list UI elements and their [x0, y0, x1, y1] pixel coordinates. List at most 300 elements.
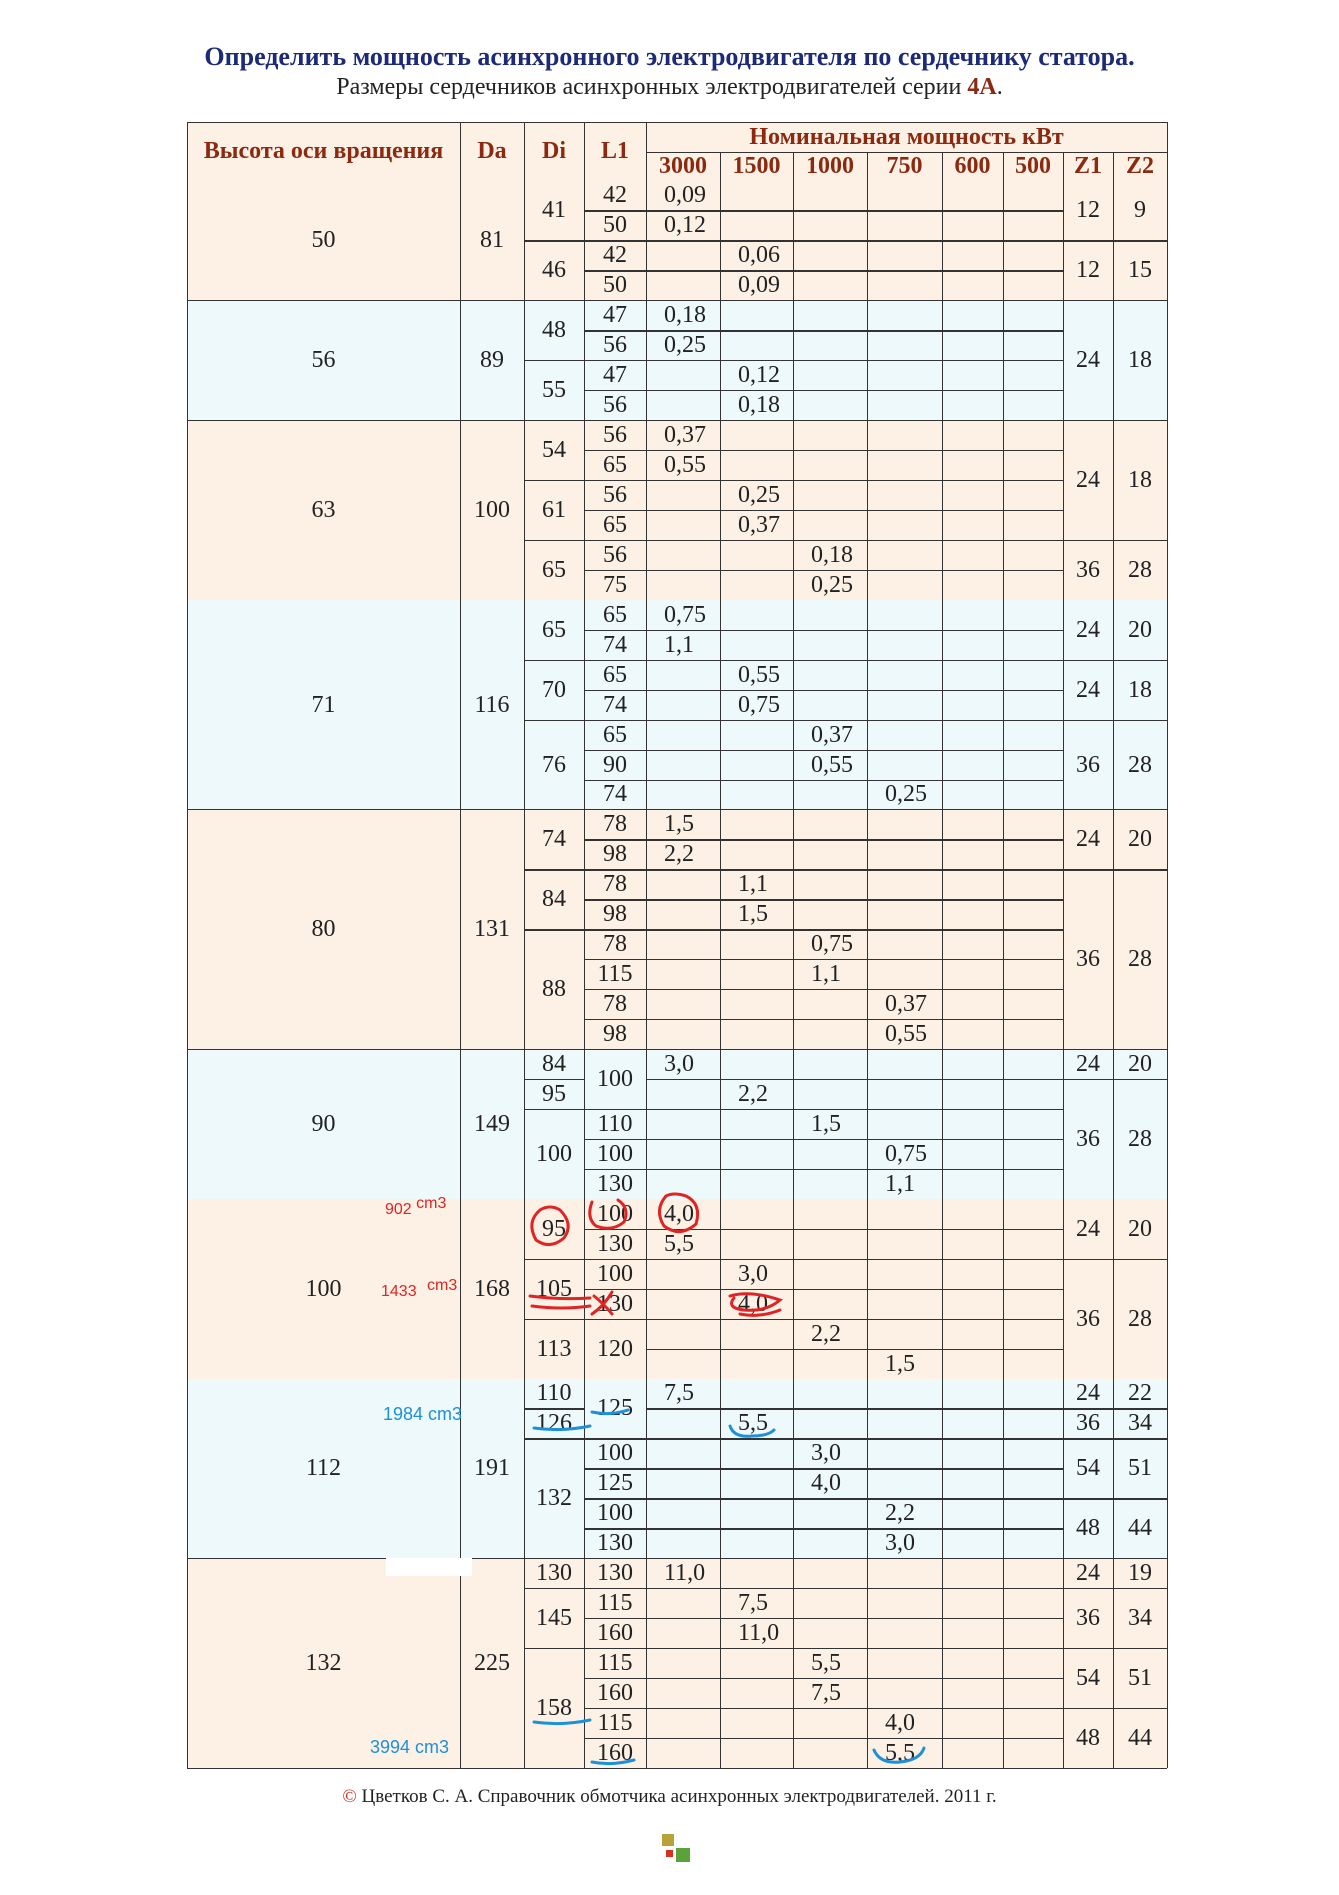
cell-power: 11,0	[720, 1619, 793, 1649]
cell-power	[1003, 1229, 1063, 1259]
cell-z1: 36	[1063, 1409, 1113, 1439]
cell-power	[720, 990, 793, 1020]
cell-power: 4,0	[720, 1289, 793, 1319]
cell-power	[793, 241, 867, 271]
cell-power: 5,5	[646, 1229, 720, 1259]
row-divider	[524, 1319, 584, 1320]
column-divider	[1003, 181, 1004, 301]
note-902-value: 902	[385, 1201, 412, 1218]
publisher-logo	[662, 1834, 696, 1868]
cell-l1: 100	[584, 1050, 646, 1110]
cell-power	[867, 1559, 942, 1589]
cell-power	[1003, 900, 1063, 930]
cell-power	[942, 1139, 1003, 1169]
cell-power	[720, 1649, 793, 1679]
cell-power	[1003, 960, 1063, 990]
column-divider	[793, 301, 794, 421]
cell-height: 100	[187, 1199, 460, 1379]
cell-height: 80	[187, 810, 460, 1050]
cell-power: 1,5	[646, 810, 720, 840]
cell-power	[793, 1708, 867, 1738]
cell-power	[1003, 510, 1063, 540]
row-divider	[584, 570, 646, 571]
cell-power	[1003, 1589, 1063, 1619]
cell-power	[720, 1349, 793, 1379]
cell-power	[867, 1050, 942, 1080]
cell-z1: 24	[1063, 1050, 1113, 1080]
cell-power	[793, 1080, 867, 1110]
cell-power	[942, 990, 1003, 1020]
cell-power	[720, 451, 793, 481]
column-divider	[584, 1050, 585, 1200]
cell-z2: 28	[1113, 1080, 1167, 1200]
cell-power	[793, 331, 867, 361]
column-divider	[584, 1199, 585, 1379]
column-divider	[867, 1379, 868, 1559]
row-divider	[584, 1468, 646, 1469]
cell-power	[793, 690, 867, 720]
row-divider	[646, 1498, 1063, 1499]
row-divider	[584, 390, 646, 391]
row-divider	[584, 1169, 646, 1170]
column-divider	[867, 301, 868, 421]
cell-l1: 160	[584, 1679, 646, 1709]
cell-z1: 36	[1063, 720, 1113, 810]
cell-power	[720, 960, 793, 990]
row-divider	[646, 1229, 1063, 1230]
cell-power: 0,18	[793, 540, 867, 570]
cell-power	[1003, 1708, 1063, 1738]
cell-power	[646, 1080, 720, 1110]
column-divider	[646, 1050, 647, 1200]
cell-z2: 28	[1113, 540, 1167, 600]
row-divider	[1063, 1079, 1167, 1080]
cell-power: 0,25	[720, 481, 793, 511]
column-divider	[646, 181, 647, 301]
cell-power	[646, 750, 720, 780]
row-divider	[646, 720, 1063, 721]
cell-power	[867, 1439, 942, 1469]
cell-z2: 28	[1113, 1259, 1167, 1379]
note-1433-value: 1433	[381, 1283, 417, 1300]
column-divider	[1063, 1379, 1064, 1559]
cell-power: 7,5	[793, 1679, 867, 1709]
cell-power	[646, 1139, 720, 1169]
cell-power	[646, 1289, 720, 1319]
cell-power	[720, 181, 793, 211]
column-divider	[793, 1199, 794, 1379]
column-divider	[1063, 810, 1064, 1050]
cell-l1: 115	[584, 1649, 646, 1679]
cell-power	[1003, 1109, 1063, 1139]
cell-power: 0,06	[720, 241, 793, 271]
cell-power	[942, 391, 1003, 421]
column-divider	[720, 152, 721, 181]
column-divider	[1167, 1559, 1168, 1769]
row-divider	[524, 929, 584, 930]
cell-power: 5,5	[793, 1649, 867, 1679]
row-divider	[584, 1678, 646, 1679]
cell-power	[942, 660, 1003, 690]
cell-da: 149	[460, 1050, 524, 1200]
cell-l1: 130	[584, 1289, 646, 1319]
cell-power	[942, 1050, 1003, 1080]
cell-power	[942, 241, 1003, 271]
cell-da: 168	[460, 1199, 524, 1379]
row-divider	[1063, 1708, 1167, 1709]
column-divider	[1063, 1199, 1064, 1379]
cell-power	[867, 1409, 942, 1439]
cell-l1: 47	[584, 361, 646, 391]
column-divider	[646, 1199, 647, 1379]
cell-power: 0,18	[720, 391, 793, 421]
cell-da: 81	[460, 181, 524, 301]
cell-power	[720, 1169, 793, 1199]
cell-z2: 9	[1113, 181, 1167, 241]
row-divider	[646, 989, 1063, 990]
cell-power	[1003, 930, 1063, 960]
row-divider	[646, 839, 1063, 840]
cell-power	[942, 1439, 1003, 1469]
cell-l1: 65	[584, 720, 646, 750]
cell-height: 132	[187, 1559, 460, 1769]
cell-power	[1003, 1020, 1063, 1050]
cell-da: 131	[460, 810, 524, 1050]
citation-text: Цветков С. А. Справочник обмотчика асинхронных электродвигателей. 2011 г.	[356, 1786, 997, 1807]
cell-z2: 20	[1113, 810, 1167, 870]
row-divider	[584, 540, 646, 541]
column-divider	[1003, 810, 1004, 1050]
row-divider	[584, 1738, 646, 1739]
row-divider	[1063, 1438, 1167, 1439]
column-divider	[187, 122, 188, 181]
cell-power: 1,1	[793, 960, 867, 990]
row-divider	[646, 1618, 1063, 1619]
cell-height: 50	[187, 181, 460, 301]
column-divider	[1113, 421, 1114, 601]
cell-power	[720, 1559, 793, 1589]
column-divider	[1167, 1199, 1168, 1379]
cell-power	[942, 810, 1003, 840]
cell-di: 126	[524, 1409, 584, 1439]
cell-power	[942, 570, 1003, 600]
cell-power	[646, 720, 720, 750]
column-divider	[646, 421, 647, 601]
cell-power	[1003, 1319, 1063, 1349]
column-divider	[720, 1379, 721, 1559]
row-divider	[584, 210, 646, 211]
row-divider	[584, 1648, 646, 1649]
row-divider	[584, 1109, 646, 1110]
cell-height: 112	[187, 1379, 460, 1559]
cell-power	[720, 810, 793, 840]
row-divider	[646, 899, 1063, 900]
cell-power	[942, 1199, 1003, 1229]
row-divider	[646, 360, 1063, 361]
row-divider	[584, 1139, 646, 1140]
cell-z1: 36	[1063, 870, 1113, 1050]
header-l1: L1	[584, 122, 646, 181]
column-divider	[584, 1379, 585, 1559]
cell-power	[793, 1409, 867, 1439]
cell-z1: 24	[1063, 600, 1113, 660]
column-divider	[1167, 600, 1168, 810]
row-divider	[524, 1438, 584, 1439]
cell-power	[942, 1559, 1003, 1589]
column-divider	[942, 421, 943, 601]
cell-power	[942, 1499, 1003, 1529]
cell-l1: 100	[584, 1139, 646, 1169]
row-divider	[646, 690, 1063, 691]
cell-power	[942, 1708, 1003, 1738]
footer-citation	[0, 1786, 1339, 1808]
cell-z2: 18	[1113, 660, 1167, 720]
cell-power	[867, 930, 942, 960]
cell-l1: 98	[584, 1020, 646, 1050]
cell-power: 3,0	[646, 1050, 720, 1080]
cell-power	[720, 930, 793, 960]
cell-l1: 100	[584, 1199, 646, 1229]
cell-power	[720, 1679, 793, 1709]
cell-power	[942, 1589, 1003, 1619]
cell-power	[867, 900, 942, 930]
cell-power	[867, 1649, 942, 1679]
column-divider	[524, 122, 525, 181]
cell-power	[942, 1319, 1003, 1349]
column-divider	[720, 810, 721, 1050]
row-divider	[1063, 1259, 1167, 1260]
cell-l1: 75	[584, 570, 646, 600]
cell-power	[867, 271, 942, 301]
column-divider	[460, 421, 461, 601]
cell-l1: 56	[584, 540, 646, 570]
cell-l1: 42	[584, 181, 646, 211]
row-divider	[524, 360, 584, 361]
column-divider	[1167, 810, 1168, 1050]
cell-power	[867, 660, 942, 690]
cell-power: 0,12	[646, 211, 720, 241]
cell-power	[646, 690, 720, 720]
cell-power: 2,2	[793, 1319, 867, 1349]
cell-z2: 51	[1113, 1649, 1167, 1709]
column-divider	[524, 421, 525, 601]
row-divider	[646, 750, 1063, 751]
row-divider	[524, 660, 584, 661]
cell-l1: 74	[584, 630, 646, 660]
cell-power	[1003, 271, 1063, 301]
subtitle-text: Размеры сердечников асинхронных электродвигателей серии	[336, 74, 968, 100]
row-divider	[584, 660, 646, 661]
cell-di: 76	[524, 720, 584, 810]
cell-z2: 18	[1113, 301, 1167, 421]
cell-l1: 74	[584, 690, 646, 720]
column-divider	[793, 600, 794, 810]
row-divider	[524, 1259, 584, 1260]
row-divider	[646, 540, 1063, 541]
cell-power	[720, 1199, 793, 1229]
cell-power	[720, 780, 793, 810]
cell-power	[1003, 1289, 1063, 1319]
page-title: Определить мощность асинхронного электродвигателя по сердечнику статора.	[204, 42, 1135, 71]
column-divider	[187, 1559, 188, 1769]
row-divider	[1063, 1498, 1167, 1499]
row-divider	[1063, 1588, 1167, 1589]
cell-power	[793, 1169, 867, 1199]
row-divider	[646, 1588, 1063, 1589]
column-divider	[524, 1379, 525, 1559]
cell-di: 95	[524, 1080, 584, 1110]
cell-power	[1003, 540, 1063, 570]
cell-power	[1003, 1349, 1063, 1379]
row-divider	[646, 570, 1063, 571]
row-divider	[584, 720, 646, 721]
column-divider	[1063, 181, 1064, 301]
cell-power	[867, 720, 942, 750]
cell-l1: 125	[584, 1469, 646, 1499]
cell-power	[793, 361, 867, 391]
cell-power	[793, 421, 867, 451]
cell-power	[646, 1499, 720, 1529]
column-divider	[1003, 1199, 1004, 1379]
cell-di: 145	[524, 1589, 584, 1649]
cell-power: 0,55	[793, 750, 867, 780]
cell-power	[646, 241, 720, 271]
column-divider	[720, 421, 721, 601]
cell-power	[720, 840, 793, 870]
row-divider	[646, 210, 1063, 211]
cell-power	[942, 750, 1003, 780]
header-speed-4: 600	[942, 152, 1003, 181]
column-divider	[584, 421, 585, 601]
cell-power	[867, 510, 942, 540]
cell-power	[793, 1529, 867, 1559]
cell-power	[646, 1649, 720, 1679]
cell-z1: 24	[1063, 1559, 1113, 1589]
cell-power	[942, 1289, 1003, 1319]
cell-power	[720, 600, 793, 630]
row-divider	[1063, 540, 1167, 541]
cell-di: 55	[524, 361, 584, 421]
row-divider	[646, 1438, 1063, 1439]
cell-power	[793, 181, 867, 211]
cell-power: 0,55	[646, 451, 720, 481]
cell-power	[793, 1229, 867, 1259]
cell-power	[942, 1738, 1003, 1768]
cell-power: 1,1	[720, 870, 793, 900]
column-divider	[187, 421, 188, 601]
column-divider	[187, 1379, 188, 1559]
cell-power	[867, 481, 942, 511]
cell-power	[1003, 391, 1063, 421]
column-divider	[720, 1559, 721, 1769]
row-divider	[524, 1408, 584, 1409]
cell-power	[942, 1679, 1003, 1709]
column-divider	[720, 600, 721, 810]
cell-power: 7,5	[720, 1589, 793, 1619]
row-divider	[524, 1648, 584, 1649]
cell-power: 0,37	[867, 990, 942, 1020]
cell-power	[720, 630, 793, 660]
column-divider	[460, 810, 461, 1050]
header-divider	[646, 152, 1167, 153]
column-divider	[1113, 810, 1114, 1050]
header-speed-1: 1500	[720, 152, 793, 181]
cell-power	[793, 1050, 867, 1080]
cell-power	[793, 1738, 867, 1768]
cell-l1: 110	[584, 1109, 646, 1139]
cell-power	[720, 1379, 793, 1409]
column-divider	[1003, 600, 1004, 810]
row-divider	[646, 1289, 1063, 1290]
cell-power	[867, 1469, 942, 1499]
cell-di: 110	[524, 1379, 584, 1409]
cell-l1: 56	[584, 481, 646, 511]
column-divider	[942, 301, 943, 421]
cell-da: 100	[460, 421, 524, 601]
header-speed-3: 750	[867, 152, 942, 181]
cell-power	[720, 720, 793, 750]
cell-power	[646, 990, 720, 1020]
cell-power: 2,2	[867, 1499, 942, 1529]
cell-power	[720, 301, 793, 331]
cell-power	[646, 570, 720, 600]
column-divider	[793, 181, 794, 301]
row-divider	[524, 869, 584, 870]
cell-di: 132	[524, 1439, 584, 1559]
cell-power	[942, 780, 1003, 810]
cell-z1: 24	[1063, 1379, 1113, 1409]
row-divider	[646, 1259, 1063, 1260]
cell-power	[1003, 301, 1063, 331]
column-divider	[867, 421, 868, 601]
row-divider	[646, 1319, 1063, 1320]
column-divider	[584, 301, 585, 421]
cell-power	[867, 451, 942, 481]
cell-power	[720, 1738, 793, 1768]
cell-power	[1003, 1499, 1063, 1529]
cell-z2: 20	[1113, 1050, 1167, 1080]
row-divider	[584, 690, 646, 691]
cell-power	[867, 570, 942, 600]
column-divider	[524, 1559, 525, 1769]
cell-z1: 54	[1063, 1439, 1113, 1499]
column-divider	[720, 301, 721, 421]
cell-l1: 98	[584, 840, 646, 870]
cell-power	[720, 1499, 793, 1529]
cell-power: 5,5	[720, 1409, 793, 1439]
cell-l1: 115	[584, 960, 646, 990]
cell-power	[942, 1529, 1003, 1559]
cell-z1: 12	[1063, 181, 1113, 241]
series-name: 4А	[967, 74, 997, 100]
cell-power	[942, 1259, 1003, 1289]
column-divider	[720, 1199, 721, 1379]
row-divider	[646, 1408, 1063, 1409]
cell-power: 0,09	[646, 181, 720, 211]
column-divider	[793, 1050, 794, 1200]
column-divider	[1063, 1559, 1064, 1769]
row-divider	[584, 240, 646, 241]
row-divider	[646, 1349, 1063, 1350]
cell-power	[942, 1080, 1003, 1110]
cell-power: 1,1	[867, 1169, 942, 1199]
column-divider	[1167, 1050, 1168, 1200]
cell-di: 84	[524, 870, 584, 930]
row-divider	[584, 869, 646, 870]
cell-power	[793, 990, 867, 1020]
cell-power: 4,0	[793, 1469, 867, 1499]
cell-power	[793, 660, 867, 690]
